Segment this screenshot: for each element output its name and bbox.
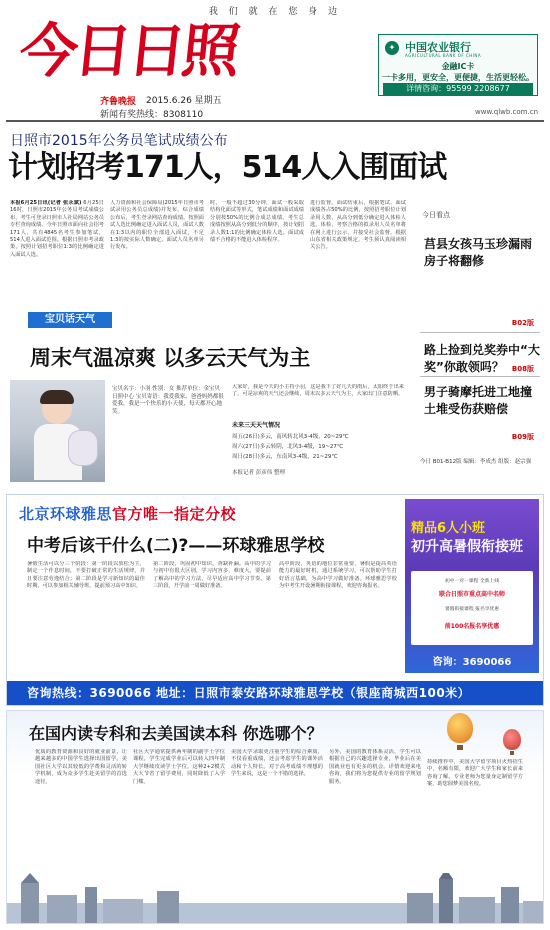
baby-info: 宝贝名字：小羽 性别：女 推荐单位：金宝贝日照中心 宝贝寄语：我爱我家，爸爸妈妈都很爱我，我是一个快乐的小天使，每天都开心地笑。 xyxy=(112,386,224,415)
lead-column-3: 时，一般不超过30分钟，面试一般采取结构化面试等形式，笔试成绩和面试成绩分别按50%的比例合成总成绩。考生总成绩按照从高分到低分的顺序，按计划招录人数1:1的比例确定体检人选。面试成绩不合格的不能进入体检程序。 xyxy=(210,200,304,244)
forecast-day-1: 周五(26日)多云，南风转北风3-4级，20~29℃ xyxy=(232,434,349,440)
slogan: 我 们 就 在 您 身 边 xyxy=(208,7,342,17)
poster-title-1: 精品6人小班 xyxy=(411,521,486,536)
bank-card-title: 金融IC卡 xyxy=(441,62,475,71)
lead-headline[interactable]: 计划招考171人，514人入围面试 xyxy=(8,150,447,185)
hot-air-balloon-icon xyxy=(503,729,521,750)
forecast-day-2: 周六(27日)多云转阴，北风3-4级，19~27℃ xyxy=(232,444,344,450)
study-abroad-column-1: 优质的教育资源和良好的就业前景，让越来越多的中国学生选择出国留学。美国社区大学以其较低的学费和灵活的转学机制，成为众多学生赴美留学的首选途径。 xyxy=(35,749,127,785)
forecast-title: 未来三天天气情况 xyxy=(232,422,281,429)
bank-logo-icon: ✦ xyxy=(385,41,399,55)
ielts-column-2: 第二阶段，巩固初中知识，查缺补漏。高中的学习与初中有很大区别，学习内容多，难度大，要提前了解高中的学习方法，尽早适应高中学习节奏。第三阶段，开学前一周做好准备。 xyxy=(153,561,271,590)
poster-card-line: 前100名报名享优惠 xyxy=(444,623,500,630)
index-footer: 今日 B01-B12版 编辑：李成杰 组版：赵宗强 xyxy=(420,459,532,465)
index-item-1[interactable]: 莒县女孩马玉珍漏雨房子将翻修 xyxy=(424,237,533,268)
ielts-headline: 中考后该干什么(二)?——环球雅思学校 xyxy=(27,536,325,556)
index-page-3: B09版 xyxy=(511,433,534,441)
issue-date: 2015.6.26 星期五 xyxy=(146,96,222,106)
study-abroad-headline: 在国内读专科和去美国读本科 你选哪个？ xyxy=(29,724,323,743)
index-item-2[interactable]: 路上捡到兑奖券中“大奖”你敢领吗？ xyxy=(424,343,540,374)
index-page-1: B02版 xyxy=(511,319,534,327)
bank-name: 中国农业银行 xyxy=(405,41,471,54)
baby-photo xyxy=(10,380,105,482)
poster-title-2: 初升高暑假衔接班 xyxy=(411,539,523,555)
lead-kicker: 日照市2015年公务员笔试成绩公布 xyxy=(10,133,228,149)
study-abroad-advertisement[interactable] xyxy=(6,710,544,924)
lead-column-2: 人力资源和社会保障局(2015年日照市考试录用公务员总成绩)并发布。综合成绩公布后，考生登录网站查询成绩，按照面试人选比例确定进入面试人员，面试人数在1:3以内的职位全部进入面试，不足1:3的按实际人数确定。面试人员名单另行发布。 xyxy=(110,200,204,251)
index-divider xyxy=(420,376,540,377)
poster-card-line: 暑假衔接课程 报名享优惠 xyxy=(444,607,500,612)
ielts-advertisement[interactable] xyxy=(6,494,544,706)
masthead xyxy=(0,0,550,122)
bank-name-en: AGRICULTURAL BANK OF CHINA xyxy=(405,53,482,58)
hot-air-balloon-icon xyxy=(447,713,473,743)
weather-reporter: 本报记者 彭彦伟 整理 xyxy=(232,470,285,476)
ielts-column-1: 暑假生活可以分三个阶段：第一阶段以放松为主，制定一个作息时间，不要打破正常的生活规律，并且要注意劳逸结合；第二阶段是学习新知识的最佳时期，可以参加相关辅导班，提前预习高中知识。 xyxy=(27,561,145,590)
index-item-3[interactable]: 男子骑摩托进工地撞土堆受伤获赔偿 xyxy=(424,385,533,416)
bank-card-slogan: 一卡多用，更安全，更便捷，生活更轻松。 xyxy=(382,73,534,82)
plush-toy-icon xyxy=(68,430,98,466)
bank-advertisement[interactable] xyxy=(378,34,538,96)
bank-card-text xyxy=(379,61,537,83)
weather-headline[interactable]: 周末气温凉爽 以多云天气为主 xyxy=(30,346,311,370)
ielts-contact-bar: 咨询热线：3690066 地址：日照市泰安路环球雅思学校（银座商城西100米） xyxy=(7,681,543,705)
study-abroad-column-4: 另外，美国的教育体系灵活，学生可以根据自己的兴趣选择专业，毕业后在美国就业也有更多的机会。详情欢迎来电咨询，我们将为您提供专业的留学规划服务。 xyxy=(329,749,421,785)
ielts-poster[interactable] xyxy=(405,499,539,673)
lead-column-4: 进行监督。面试结束后，根据笔试、面试成绩各占50%的比例，按照招考职位计划录用人数，从高分到低分确定进入体检人选。体检、考察合格的拟录用人员名单将在网上进行公示，并接受社会监督。根据山东省相关政策规定，考生须认真阅读相关公告。 xyxy=(310,200,406,251)
news-hotline: 新闻有奖热线：8308110 xyxy=(100,110,204,120)
ielts-banner-prefix: 北京环球雅思 xyxy=(19,505,113,523)
poster-phone: 咨询：3690066 xyxy=(432,657,512,668)
study-abroad-column-5: 持续推荐中，美国大学留学项目火热招生中，名额有限，欢迎广大学生和家长前来咨询了解。专业老师为您量身定制留学方案，助您圆梦美国名校。 xyxy=(427,759,523,788)
weather-section-tag: 宝贝话天气 xyxy=(28,312,112,328)
weather-body: 大家好，我是今天的小主持小羽，这是我下了好几天的雨后，太阳终于出来了，可是凉爽的天气还会继续，周末以多云天气为主，大家出门注意防晒。 xyxy=(232,384,404,398)
lead-byline: 本报6月25日讯(记者 张永斌) xyxy=(10,200,82,206)
lead-column-1-text: 6月25日16时，日照市2015年公务员考试成绩公布，考生可登录日照市人社局网站公务员专栏查询成绩。今年日照市面向社会招考171人，共有4845名考生参加笔试，514人进入面试范围。根据日照市考录政策，按照计划招考职位1:3的比例确定进入面试人选。 xyxy=(10,200,104,258)
study-abroad-column-3: 美国大学录取更注重学生的综合素质，不仅看重成绩，还会考虑学生的课外活动和个人特长。对于高考成绩不理想的学生来说，这是一个不错的选择。 xyxy=(231,749,323,778)
lead-column-1 xyxy=(10,200,104,306)
ielts-column-3: 高中阶段，英语的地位非常重要，暑假是提高英语能力的最好时机，通过系统学习，可以帮助学生打好语言基础，为高中学习做好准备。环球雅思学校为中考生开设暑期衔接课程，欢迎咨询报名。 xyxy=(279,561,397,590)
index-panel xyxy=(412,200,544,455)
forecast-day-3: 周日(28日)多云，东南风3-4级，21~29℃ xyxy=(232,454,338,460)
poster-card-line: 联合日照市重点高中名师 xyxy=(438,591,505,598)
newspaper-logo: 今日日照 xyxy=(16,17,240,85)
poster-card-line: 初中一对一课程 全新上线 xyxy=(444,579,500,584)
site-url[interactable]: www.qlwb.com.cn xyxy=(475,108,538,116)
city-skyline-icon xyxy=(7,873,544,924)
study-abroad-column-2: 社区大学通常提供两年制的副学士学位课程，学生完成学业后可以转入四年制大学继续攻读学士学位，这种2+2模式大大节省了留学费用，同时降低了入学门槛。 xyxy=(133,749,225,785)
index-title: 今日看点 xyxy=(422,211,450,219)
index-divider xyxy=(420,332,540,333)
ielts-banner xyxy=(19,503,236,524)
masthead-divider xyxy=(6,120,544,122)
bank-phone: 详情咨询：95599 2208677 xyxy=(383,83,533,95)
ielts-banner-highlight: 官方唯一指定分校 xyxy=(112,505,237,523)
paper-name: 齐鲁晚报 xyxy=(100,97,137,107)
poster-card xyxy=(411,571,533,645)
index-page-2: B08版 xyxy=(511,365,534,373)
